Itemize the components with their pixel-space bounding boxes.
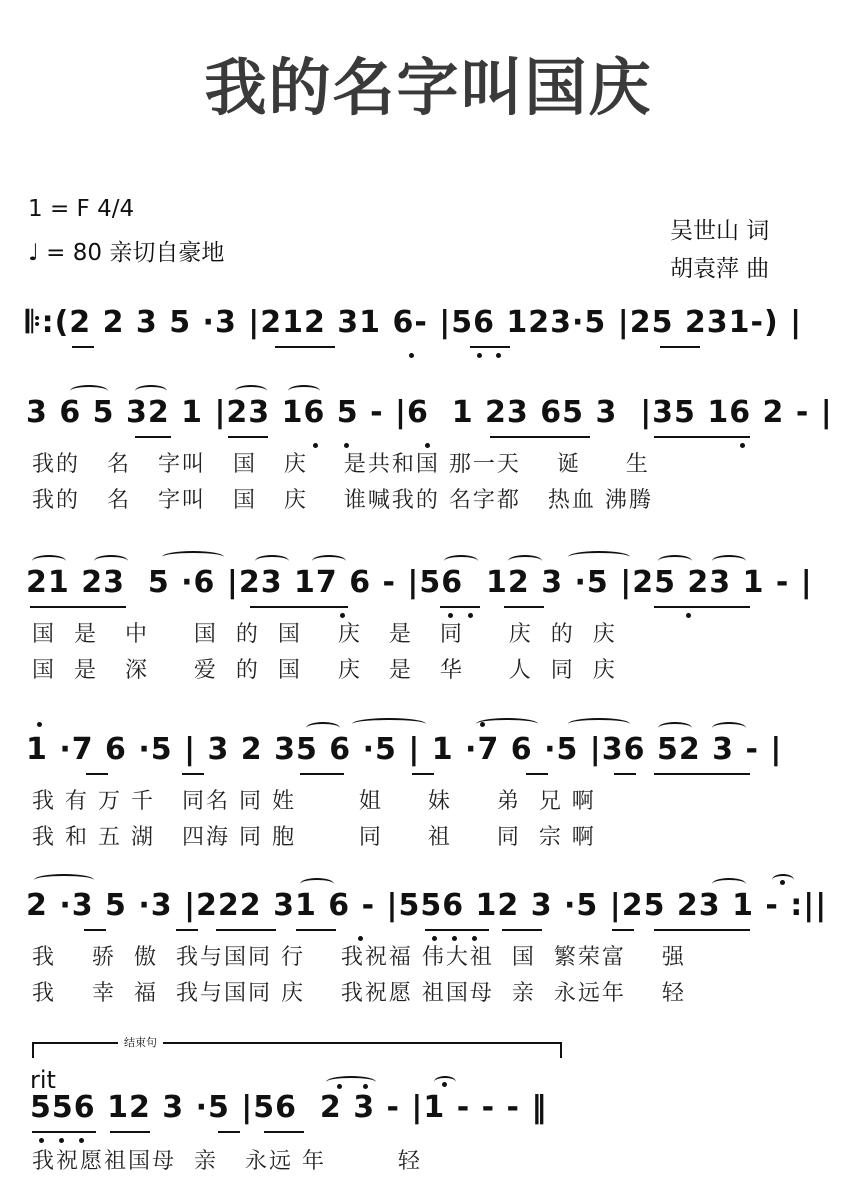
underline	[218, 1131, 240, 1133]
lower-octave-dot	[79, 1138, 84, 1143]
lyric-verse-1: 我 骄 傲 我与国同 行 我祝福 伟大祖 国 繁荣富 强	[32, 945, 686, 970]
underline	[425, 929, 489, 931]
underline	[216, 929, 276, 931]
ending-label: 结束句	[118, 1034, 163, 1050]
lyricist-credit: 吴世山 词	[670, 218, 770, 244]
composer-credit: 胡袁萍 曲	[670, 256, 770, 282]
underline	[502, 929, 542, 931]
notation-line: 3 6 5 32 1 |23 16 5 - |6 1 23 65 3 |35 16 2 - |	[26, 395, 833, 430]
lyric-verse-1: 我的 名 字叫 国 庆 是共和国 那一天 诞 生	[32, 452, 650, 477]
underline	[264, 1131, 304, 1133]
slur	[568, 551, 630, 563]
underline	[612, 929, 634, 931]
underline	[470, 346, 510, 348]
notation-line: 𝄆:(2 2 3 5 ·3 |212 31 6- |56 123·5 |25 231-) |	[26, 305, 803, 340]
lyric-verse-2: 我 幸 福 我与国同 庆 我祝愿 祖国母 亲 永远年 轻	[32, 981, 686, 1006]
underline	[654, 773, 750, 775]
lyric-verse-1: 我祝愿祖国母 亲 永远 年 轻	[32, 1149, 422, 1174]
ending-bracket	[32, 1042, 562, 1058]
ritardando-marking: rit	[30, 1066, 56, 1094]
underline	[84, 929, 106, 931]
lyric-verse-1: 国 是 中 国 的 国 庆 是 同 庆 的 庆	[32, 622, 617, 647]
underline	[504, 606, 544, 608]
lower-octave-dot	[59, 1138, 64, 1143]
lower-octave-dot	[477, 353, 482, 358]
underline	[182, 773, 204, 775]
lower-octave-dot	[39, 1138, 44, 1143]
underline	[654, 929, 750, 931]
upper-octave-dot	[337, 1084, 342, 1089]
lower-octave-dot	[409, 353, 414, 358]
underline	[654, 606, 750, 608]
underline	[614, 773, 636, 775]
underline	[176, 929, 198, 931]
slur	[476, 718, 538, 730]
lyric-verse-2: 国 是 深 爱 的 国 庆 是 华 人 同 庆	[32, 658, 617, 683]
notation-line: 556 12 3 ·5 |56 2 3 - |1 - - - ‖	[30, 1090, 548, 1125]
underline	[250, 606, 348, 608]
slur	[34, 874, 94, 886]
underline	[300, 773, 344, 775]
underline	[526, 773, 548, 775]
lower-octave-dot	[496, 353, 501, 358]
tempo-marking: ♩ = 80 亲切自豪地	[28, 240, 225, 266]
notation-line: 1 ·7 6 ·5 | 3 2 35 6 ·5 | 1 ·7 6 ·5 |36 52 3 - |	[26, 732, 783, 767]
upper-octave-dot	[37, 722, 42, 727]
underline	[660, 346, 700, 348]
underline	[654, 436, 750, 438]
fermata-dot	[780, 880, 785, 885]
slur	[568, 718, 630, 730]
underline	[275, 346, 335, 348]
underline	[30, 606, 126, 608]
slur	[162, 551, 224, 563]
notation-line: 2 ·3 5 ·3 |222 31 6 - |556 12 3 ·5 |25 23 1 - :||	[26, 888, 828, 923]
lyric-verse-2: 我的 名 字叫 国 庆 谁喊我的 名字都 热血 沸腾	[32, 488, 653, 513]
lyric-verse-2: 我 和 五 湖 四海 同 胞 同 祖 同 宗 啊	[32, 825, 596, 850]
fermata-dot	[442, 1082, 447, 1087]
upper-octave-dot	[363, 1084, 368, 1089]
underline	[72, 346, 94, 348]
key-signature: 1 = F 4/4	[28, 196, 135, 222]
underline	[86, 773, 108, 775]
slur	[326, 1076, 376, 1088]
underline	[440, 606, 480, 608]
underline	[490, 436, 590, 438]
slur	[352, 718, 426, 730]
underline	[412, 773, 434, 775]
underline	[228, 436, 268, 438]
underline	[296, 929, 336, 931]
notation-line: 21 23 5 ·6 |23 17 6 - |56 12 3 ·5 |25 23 1 - |	[26, 565, 813, 600]
underline	[110, 1131, 150, 1133]
lyric-verse-1: 我 有 万 千 同名 同 姓 姐 妹 弟 兄 啊	[32, 789, 596, 814]
song-title: 我的名字叫国庆	[204, 51, 653, 124]
underline	[135, 436, 171, 438]
underline	[32, 1131, 96, 1133]
